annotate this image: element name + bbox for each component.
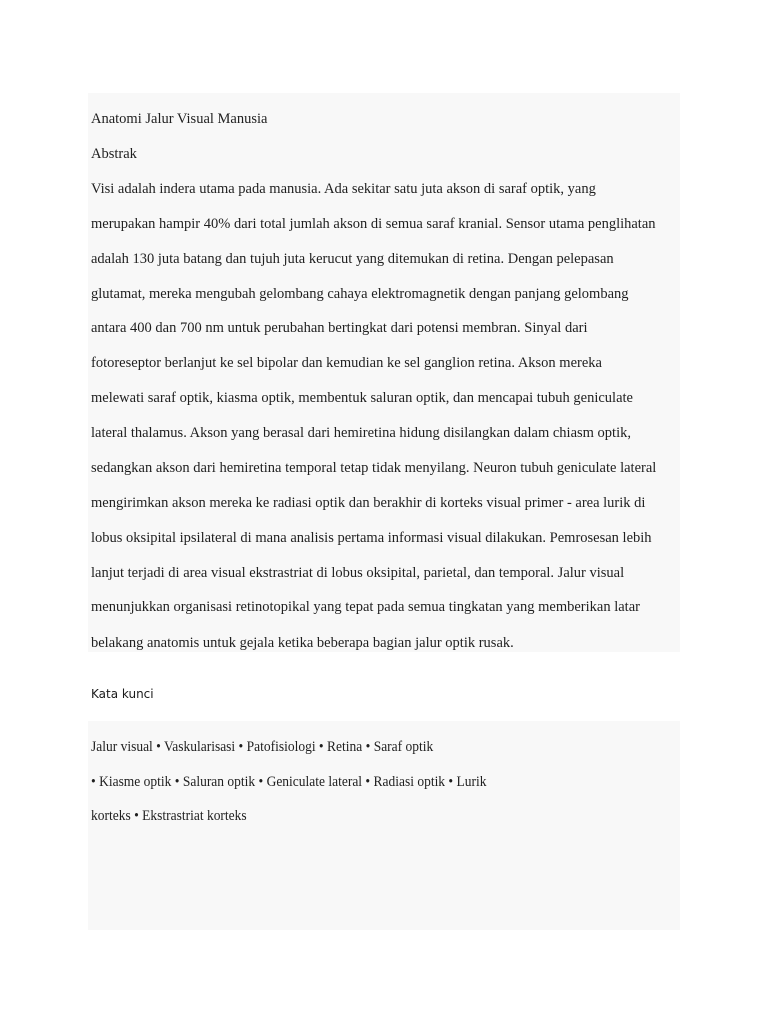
abstract-heading: Abstrak [91,146,137,162]
keyword-line: Jalur visual • Vaskularisasi • Patofisiologi • Retina • Saraf optik [91,739,434,755]
abstract-line: adalah 130 juta batang dan tujuh juta kerucut yang ditemukan di retina. Dengan pelepasan [91,251,614,267]
abstract-line: lobus oksipital ipsilateral di mana analisis pertama informasi visual dilakukan. Pemrosesan lebih [91,530,652,546]
abstract-line: belakang anatomis untuk gejala ketika beberapa bagian jalur optik rusak. [91,635,514,651]
abstract-line: lanjut terjadi di area visual ekstrastriat di lobus oksipital, parietal, dan temporal. Jalur visual [91,565,625,581]
keyword-line: korteks • Ekstrastriat korteks [91,808,247,824]
abstract-line: mengirimkan akson mereka ke radiasi optik dan berakhir di korteks visual primer - area lurik di [91,495,646,511]
abstract-line: antara 400 dan 700 nm untuk perubahan bertingkat dari potensi membran. Sinyal dari [91,320,588,336]
document-title: Anatomi Jalur Visual Manusia [91,111,268,127]
keywords-heading: Kata kunci [91,687,154,701]
abstract-line: sedangkan akson dari hemiretina temporal tetap tidak menyilang. Neuron tubuh geniculate lateral [91,460,657,476]
abstract-line: merupakan hampir 40% dari total jumlah akson di semua saraf kranial. Sensor utama penglihatan [91,216,656,232]
abstract-line: Visi adalah indera utama pada manusia. Ada sekitar satu juta akson di saraf optik, yang [91,181,596,197]
abstract-line: melewati saraf optik, kiasma optik, membentuk saluran optik, dan mencapai tubuh geniculate [91,390,633,406]
keyword-line: • Kiasme optik • Saluran optik • Geniculate lateral • Radiasi optik • Lurik [91,774,487,790]
abstract-line: lateral thalamus. Akson yang berasal dari hemiretina hidung disilangkan dalam chiasm optik, [91,425,631,441]
abstract-line: menunjukkan organisasi retinotopikal yang tepat pada semua tingkatan yang memberikan latar [91,599,640,615]
abstract-line: glutamat, mereka mengubah gelombang cahaya elektromagnetik dengan panjang gelombang [91,286,629,302]
abstract-line: fotoreseptor berlanjut ke sel bipolar dan kemudian ke sel ganglion retina. Akson mereka [91,355,602,371]
